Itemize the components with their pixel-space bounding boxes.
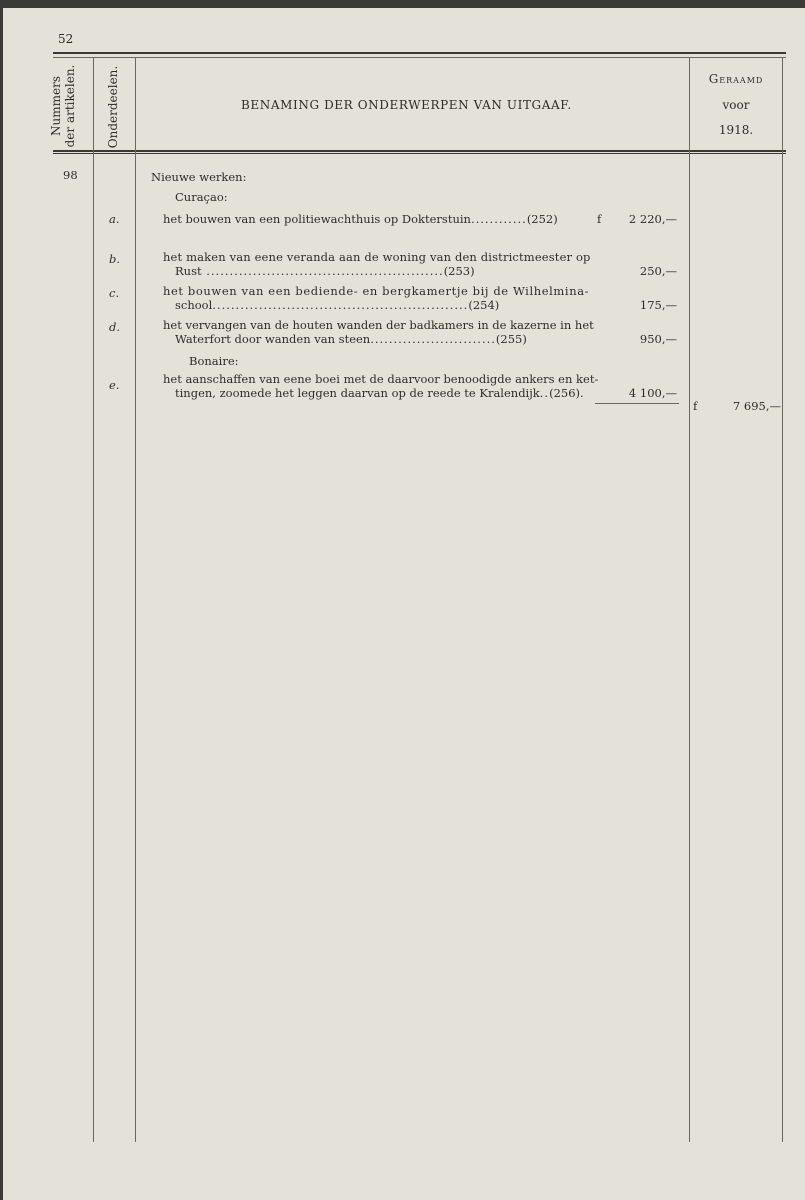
item-c-amount: 175,—	[639, 298, 677, 312]
item-b-line2-wrap	[175, 264, 475, 278]
header-col-benaming: BENAMING DER ONDERWERPEN VAN UITGAAF.	[241, 98, 572, 112]
item-b-ref: (253)	[443, 264, 475, 278]
item-a-ref: (252)	[526, 212, 558, 226]
item-b-amount: 250,—	[639, 264, 677, 278]
item-d-line2: Waterfort door wanden van steen	[175, 332, 371, 346]
page-number: 52	[58, 32, 74, 46]
header-geraamd-voor: voor	[722, 98, 750, 112]
item-b-line2: Rust	[175, 264, 202, 278]
leader-dots: ..	[539, 386, 550, 400]
document-page	[3, 8, 805, 1200]
article-title: Nieuwe werken:	[151, 170, 247, 184]
item-c-line1: het bouwen van een bediende- en bergkamertje bij de Wilhelmina-	[163, 284, 590, 298]
item-a-amount: 2 220,—	[628, 212, 677, 226]
header-geraamd-label: Geraamd	[708, 72, 764, 86]
item-d-line2-wrap	[175, 332, 527, 346]
item-d-amount: 950,—	[639, 332, 677, 346]
header-col-onderdeelen: Onderdeelen.	[106, 65, 120, 149]
leader-dots: ...................................................	[201, 264, 444, 278]
item-b-letter: b.	[109, 252, 121, 266]
header-bottom-rule	[53, 150, 786, 152]
region-bonaire: Bonaire:	[189, 354, 239, 368]
item-d-ref: (255)	[495, 332, 527, 346]
item-e-line2: tingen, zoomede het leggen daarvan op de reede te Kralendijk	[175, 386, 540, 400]
article-number: 98	[63, 168, 78, 182]
column-rule-3	[689, 58, 690, 1142]
header-top-rule	[53, 52, 786, 54]
item-e-letter: e.	[109, 378, 120, 392]
header-col-nummers	[49, 64, 77, 148]
header-col-nummers-line2: der artikelen.	[63, 64, 77, 148]
item-b-line1: het maken van eene veranda aan de woning van den districtmeester op	[163, 250, 591, 264]
region-curacao: Curaçao:	[175, 190, 228, 204]
subtotal-rule	[595, 403, 679, 404]
item-d-line1: het vervangen van de houten wanden der badkamers in de kazerne in het	[163, 318, 594, 332]
leader-dots: ............	[470, 212, 527, 226]
item-a-line1: het bouwen van een politiewachthuis op Dokterstuin	[163, 212, 471, 226]
item-a-text	[163, 212, 558, 226]
header-top-rule-thin	[53, 57, 786, 58]
header-col-nummers-line1: Nummers	[49, 76, 63, 136]
leader-dots: ...........................	[370, 332, 496, 346]
header-geraamd-year: 1918.	[718, 123, 754, 137]
item-e-line1: het aanschaffen van eene boei met de daarvoor benoodigde ankers en ket-	[163, 372, 599, 386]
item-d-letter: d.	[109, 320, 121, 334]
item-e-amount: 4 100,—	[628, 386, 677, 400]
item-c-line2-wrap	[175, 298, 499, 312]
total-currency: f	[693, 399, 698, 413]
column-rule-1	[93, 58, 94, 1142]
item-c-line2: school	[175, 298, 213, 312]
item-a-letter: a.	[109, 212, 120, 226]
column-rule-2	[135, 58, 136, 1142]
header-bottom-rule-thin	[53, 153, 786, 154]
item-a-currency: f	[597, 212, 602, 226]
column-rule-4	[782, 58, 783, 1142]
item-e-line2-wrap	[175, 386, 584, 400]
item-e-ref: (256).	[549, 386, 584, 400]
total-amount: 7 695,—	[732, 399, 781, 413]
item-c-ref: (254)	[468, 298, 500, 312]
leader-dots: .......................................................	[212, 298, 469, 312]
item-c-letter: c.	[109, 286, 120, 300]
